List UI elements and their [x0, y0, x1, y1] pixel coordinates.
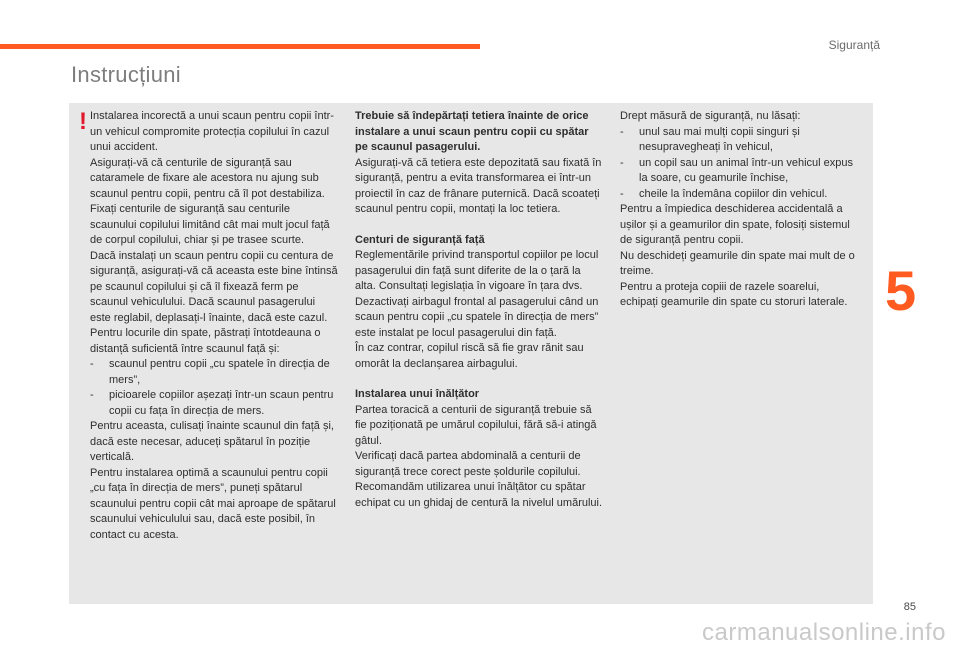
- subheading: Centuri de siguranță față: [355, 233, 485, 246]
- column-2: [355, 109, 603, 511]
- paragraph: Asigurați-vă că centurile de siguranță sau cataramele de fixare ale acestora nu ajung sub scaunul pentru copii, pentru că îl pot destabiliza.: [90, 156, 325, 200]
- exclamation-icon: !: [79, 108, 87, 135]
- list-item: - picioarele copiilor așezați într-un scaun pentru copii cu fața în direcția de mers.: [90, 389, 334, 417]
- subheading: Trebuie să îndepărtați tetiera înainte de orice instalare a unui scaun pentru copii cu spătar pe scaunul pasagerului.: [355, 110, 589, 153]
- list-item: - un copil sau un animal într-un vehicul expus la soare, cu geamurile închise,: [620, 156, 854, 184]
- column-3: [620, 109, 860, 311]
- paragraph: Verificați dacă partea abdominală a centurii de siguranță trece corect peste șoldurile copilului.: [355, 450, 581, 478]
- paragraph: Dezactivați airbagul frontal al pasagerului când un scaun pentru copii „cu spatele în direcția de mers” este instalat pe locul pasagerului din față.: [355, 295, 599, 339]
- list-item-text: cheile la îndemâna copiilor din vehicul.: [639, 187, 828, 200]
- list-item-text: unul sau mai mulți copii singuri și nesupravegheați în vehicul,: [639, 125, 800, 153]
- paragraph: Pentru locurile din spate, păstrați întotdeauna o distanță suficientă între scaunul față și:: [90, 327, 321, 355]
- column-1: [90, 109, 338, 543]
- paragraph: Dacă instalați un scaun pentru copii cu centura de siguranță, asigurați-vă că aceasta este bine întinsă pe scaunul copilului și că îl fixează ferm pe scaunul vehiculului. Dacă scaunul pasagerului este reglabil, deplasați-l înainte, dacă este cazul.: [90, 249, 338, 324]
- section-name: Siguranță: [828, 38, 880, 52]
- chapter-number: 5: [885, 259, 917, 322]
- list-item-text: un copil sau un animal într-un vehicul expus la soare, cu geamurile închise,: [639, 156, 854, 184]
- paragraph: Partea toracică a centurii de siguranță trebuie să fie poziționată pe umărul copilului, fără să-i atingă gâtul.: [355, 403, 597, 447]
- paragraph: Recomandăm utilizarea unui înălțător cu spătar echipat cu un ghidaj de centură la nivelul umărului.: [355, 481, 603, 509]
- list-item: - scaunul pentru copii „cu spatele în direcția de mers”,: [90, 358, 330, 386]
- paragraph: Fixați centurile de siguranță sau centurile scaunului copilului limitând cât mai mult jocul față de corpul copilului, chiar și pe trasee scurte.: [90, 203, 330, 246]
- paragraph: Asigurați-vă că tetiera este depozitată sau fixată în siguranță, pentru a evita transformarea ei într-un proiectil în caz de frânare puternică. Dacă scoateți scaunul pentru copii, montați la loc tetiera.: [355, 156, 602, 215]
- paragraph: Drept măsură de siguranță, nu lăsați:: [620, 110, 801, 122]
- page-number: 85: [903, 601, 916, 613]
- subheading: Instalarea unui înălțător: [355, 388, 480, 400]
- page-title: Instrucțiuni: [71, 62, 181, 87]
- watermark: carmanualsonline.info: [702, 619, 946, 646]
- list-item: - unul sau mai mulți copii singuri și nesupravegheați în vehicul,: [620, 125, 800, 153]
- paragraph: Nu deschideți geamurile din spate mai mult de o treime.: [620, 249, 855, 277]
- paragraph: Pentru instalarea optimă a scaunului pentru copii „cu fața în direcția de mers”, puneți spătarul scaunului pentru copii cât mai aproape de spătarul scaunului vehiculului sau, dacă este posibil, în contact cu acesta.: [90, 466, 336, 541]
- paragraph: Pentru aceasta, culisați înainte scaunul din față și, dacă este necesar, aduceți spătarul în poziție verticală.: [90, 420, 334, 463]
- paragraph: Reglementările privind transportul copiilor pe locul pasagerului din față sunt diferite de la o țară la alta. Consultați legislația în vigoare în țara dvs.: [355, 249, 599, 292]
- paragraph: Instalarea incorectă a unui scaun pentru copii într-un vehicul compromite protecția copilului în cazul unui accident.: [90, 110, 334, 153]
- list-item-text: picioarele copiilor așezați într-un scaun pentru copii cu fața în direcția de mers.: [109, 389, 334, 417]
- paragraph: Pentru a proteja copiii de razele soarelui, echipați geamurile din spate cu storuri laterale.: [620, 280, 848, 308]
- paragraph: În caz contrar, copilul riscă să fie grav rănit sau omorât la declanșarea airbagului.: [355, 342, 584, 370]
- instructions-panel: [69, 103, 873, 604]
- list-item: - cheile la îndemâna copiilor din vehicul.: [620, 187, 828, 200]
- header-accent-bar: [0, 44, 480, 49]
- paragraph: Pentru a împiedica deschiderea accidentală a ușilor și a geamurilor din spate, folosiți sistemul de siguranță pentru copii.: [620, 203, 850, 246]
- list-item-text: scaunul pentru copii „cu spatele în direcția de mers”,: [109, 358, 330, 386]
